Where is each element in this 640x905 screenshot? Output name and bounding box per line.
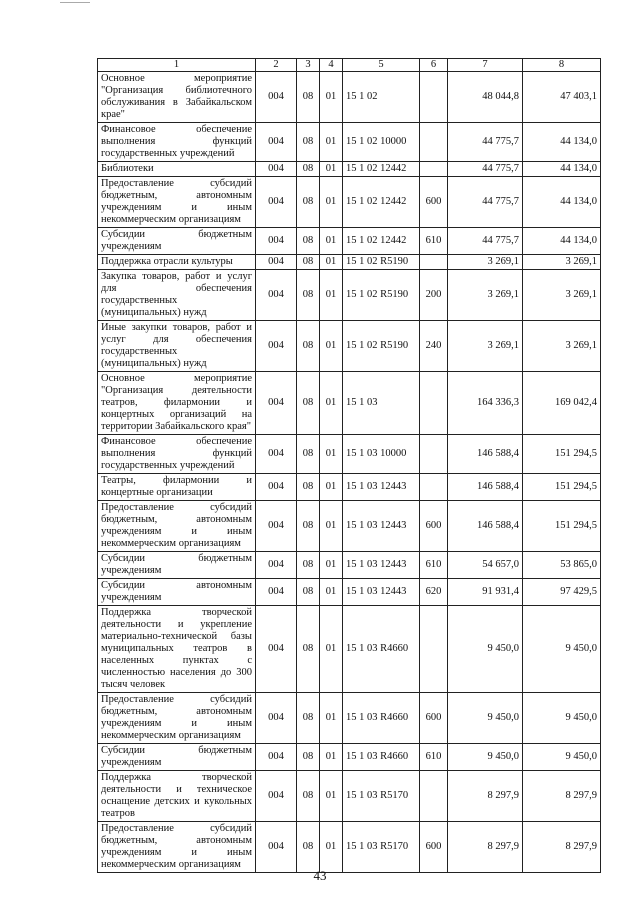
amount-year1-cell: 44 775,7 [448, 123, 523, 162]
amount-year2-cell: 151 294,5 [523, 435, 601, 474]
expense-type-cell: 600 [420, 177, 448, 228]
amount-year1-cell: 44 775,7 [448, 228, 523, 255]
section-code-cell: 08 [297, 693, 320, 744]
ministry-code-cell: 004 [256, 72, 297, 123]
ministry-code-cell: 004 [256, 228, 297, 255]
subsection-code-cell: 01 [320, 321, 343, 372]
target-article-cell: 15 1 03 [343, 372, 420, 435]
amount-year2-cell: 97 429,5 [523, 579, 601, 606]
ministry-code-cell: 004 [256, 255, 297, 270]
amount-year1-cell: 44 775,7 [448, 177, 523, 228]
subsection-code-cell: 01 [320, 123, 343, 162]
table-row [98, 771, 601, 822]
column-header: 8 [523, 59, 601, 72]
subsection-code-cell: 01 [320, 177, 343, 228]
row-name-cell: Финансовое обеспечение выполнения функций государственных учреждений [98, 435, 256, 474]
amount-year2-cell: 3 269,1 [523, 255, 601, 270]
subsection-code-cell: 01 [320, 270, 343, 321]
amount-year1-cell: 146 588,4 [448, 435, 523, 474]
expense-type-cell [420, 72, 448, 123]
column-header: 3 [297, 59, 320, 72]
subsection-code-cell: 01 [320, 693, 343, 744]
target-article-cell: 15 1 02 10000 [343, 123, 420, 162]
expense-type-cell: 200 [420, 270, 448, 321]
subsection-code-cell: 01 [320, 255, 343, 270]
expense-type-cell [420, 123, 448, 162]
table-row [98, 228, 601, 255]
table-row [98, 693, 601, 744]
expense-type-cell: 610 [420, 552, 448, 579]
subsection-code-cell: 01 [320, 552, 343, 579]
section-code-cell: 08 [297, 228, 320, 255]
table-row [98, 72, 601, 123]
amount-year2-cell: 44 134,0 [523, 177, 601, 228]
amount-year1-cell: 3 269,1 [448, 270, 523, 321]
row-name-cell: Предоставление субсидий бюджетным, автономным учреждениям и иным некоммерческим организациям [98, 501, 256, 552]
amount-year1-cell: 9 450,0 [448, 606, 523, 693]
section-code-cell: 08 [297, 606, 320, 693]
table-row [98, 321, 601, 372]
table-row [98, 177, 601, 228]
amount-year1-cell: 146 588,4 [448, 501, 523, 552]
amount-year2-cell: 8 297,9 [523, 771, 601, 822]
section-code-cell: 08 [297, 321, 320, 372]
row-name-cell: Предоставление субсидий бюджетным, автономным учреждениям и иным некоммерческим организациям [98, 693, 256, 744]
expense-type-cell [420, 771, 448, 822]
table-row [98, 372, 601, 435]
section-code-cell: 08 [297, 474, 320, 501]
row-name-cell: Субсидии автономным учреждениям [98, 579, 256, 606]
row-name-cell: Финансовое обеспечение выполнения функций государственных учреждений [98, 123, 256, 162]
amount-year2-cell: 44 134,0 [523, 162, 601, 177]
amount-year1-cell: 44 775,7 [448, 162, 523, 177]
table-row [98, 744, 601, 771]
row-name-cell: Предоставление субсидий бюджетным, автономным учреждениям и иным некоммерческим организациям [98, 822, 256, 873]
row-name-cell: Иные закупки товаров, работ и услуг для обеспечения государственных (муниципальных) нужд [98, 321, 256, 372]
ministry-code-cell: 004 [256, 162, 297, 177]
expense-type-cell [420, 606, 448, 693]
amount-year2-cell: 44 134,0 [523, 228, 601, 255]
section-code-cell: 08 [297, 435, 320, 474]
section-code-cell: 08 [297, 162, 320, 177]
table-row [98, 552, 601, 579]
row-name-cell: Поддержка отрасли культуры [98, 255, 256, 270]
target-article-cell: 15 1 02 12442 [343, 162, 420, 177]
table-row [98, 270, 601, 321]
amount-year1-cell: 54 657,0 [448, 552, 523, 579]
subsection-code-cell: 01 [320, 501, 343, 552]
row-name-cell: Театры, филармонии и концертные организации [98, 474, 256, 501]
column-header: 4 [320, 59, 343, 72]
expense-type-cell [420, 435, 448, 474]
page-number: 43 [313, 868, 327, 883]
section-code-cell: 08 [297, 270, 320, 321]
ministry-code-cell: 004 [256, 501, 297, 552]
row-name-cell: Основное мероприятие "Организация деятельности театров, филармонии и концертных организаций на территории Забайкальского края" [98, 372, 256, 435]
target-article-cell: 15 1 03 R4660 [343, 693, 420, 744]
row-name-cell: Поддержка творческой деятельности и техническое оснащение детских и кукольных театров [98, 771, 256, 822]
target-article-cell: 15 1 03 12443 [343, 579, 420, 606]
expense-type-cell: 600 [420, 501, 448, 552]
ministry-code-cell: 004 [256, 744, 297, 771]
ministry-code-cell: 004 [256, 822, 297, 873]
ministry-code-cell: 004 [256, 321, 297, 372]
amount-year2-cell: 8 297,9 [523, 822, 601, 873]
column-header: 2 [256, 59, 297, 72]
table-row [98, 123, 601, 162]
target-article-cell: 15 1 02 [343, 72, 420, 123]
row-name-cell: Субсидии бюджетным учреждениям [98, 744, 256, 771]
amount-year1-cell: 3 269,1 [448, 255, 523, 270]
expense-type-cell: 240 [420, 321, 448, 372]
column-header: 7 [448, 59, 523, 72]
budget-table [97, 58, 601, 873]
table-row [98, 579, 601, 606]
ministry-code-cell: 004 [256, 579, 297, 606]
amount-year2-cell: 151 294,5 [523, 501, 601, 552]
table-row [98, 822, 601, 873]
row-name-cell: Предоставление субсидий бюджетным, автономным учреждениям и иным некоммерческим организациям [98, 177, 256, 228]
section-code-cell: 08 [297, 771, 320, 822]
row-name-cell: Субсидии бюджетным учреждениям [98, 228, 256, 255]
ministry-code-cell: 004 [256, 771, 297, 822]
section-code-cell: 08 [297, 579, 320, 606]
ministry-code-cell: 004 [256, 435, 297, 474]
expense-type-cell [420, 372, 448, 435]
subsection-code-cell: 01 [320, 372, 343, 435]
amount-year1-cell: 164 336,3 [448, 372, 523, 435]
section-code-cell: 08 [297, 255, 320, 270]
section-code-cell: 08 [297, 744, 320, 771]
section-code-cell: 08 [297, 123, 320, 162]
amount-year1-cell: 8 297,9 [448, 822, 523, 873]
subsection-code-cell: 01 [320, 228, 343, 255]
table-row [98, 501, 601, 552]
target-article-cell: 15 1 03 12443 [343, 501, 420, 552]
expense-type-cell: 600 [420, 693, 448, 744]
scan-edge-line [60, 2, 90, 3]
row-name-cell: Поддержка творческой деятельности и укрепление материально-технической базы муниципальных театров в населенных пунктах с численностью населения до 300 тысяч человек [98, 606, 256, 693]
amount-year2-cell: 169 042,4 [523, 372, 601, 435]
ministry-code-cell: 004 [256, 606, 297, 693]
ministry-code-cell: 004 [256, 177, 297, 228]
expense-type-cell [420, 474, 448, 501]
amount-year2-cell: 44 134,0 [523, 123, 601, 162]
table-row [98, 474, 601, 501]
amount-year2-cell: 53 865,0 [523, 552, 601, 579]
amount-year1-cell: 9 450,0 [448, 693, 523, 744]
target-article-cell: 15 1 03 R5170 [343, 822, 420, 873]
section-code-cell: 08 [297, 552, 320, 579]
column-header: 5 [343, 59, 420, 72]
target-article-cell: 15 1 03 10000 [343, 435, 420, 474]
expense-type-cell [420, 255, 448, 270]
column-header: 6 [420, 59, 448, 72]
target-article-cell: 15 1 03 R4660 [343, 744, 420, 771]
table-row [98, 255, 601, 270]
subsection-code-cell: 01 [320, 606, 343, 693]
target-article-cell: 15 1 02 R5190 [343, 321, 420, 372]
amount-year2-cell: 47 403,1 [523, 72, 601, 123]
subsection-code-cell: 01 [320, 435, 343, 474]
amount-year2-cell: 3 269,1 [523, 321, 601, 372]
ministry-code-cell: 004 [256, 372, 297, 435]
amount-year1-cell: 3 269,1 [448, 321, 523, 372]
section-code-cell: 08 [297, 501, 320, 552]
expense-type-cell: 600 [420, 822, 448, 873]
subsection-code-cell: 01 [320, 822, 343, 873]
subsection-code-cell: 01 [320, 162, 343, 177]
row-name-cell: Библиотеки [98, 162, 256, 177]
amount-year2-cell: 9 450,0 [523, 693, 601, 744]
section-code-cell: 08 [297, 72, 320, 123]
column-header: 1 [98, 59, 256, 72]
target-article-cell: 15 1 03 R5170 [343, 771, 420, 822]
section-code-cell: 08 [297, 822, 320, 873]
table-row [98, 162, 601, 177]
row-name-cell: Закупка товаров, работ и услуг для обеспечения государственных (муниципальных) нужд [98, 270, 256, 321]
subsection-code-cell: 01 [320, 72, 343, 123]
subsection-code-cell: 01 [320, 744, 343, 771]
amount-year2-cell: 3 269,1 [523, 270, 601, 321]
amount-year2-cell: 9 450,0 [523, 744, 601, 771]
target-article-cell: 15 1 03 12443 [343, 474, 420, 501]
amount-year1-cell: 91 931,4 [448, 579, 523, 606]
amount-year1-cell: 8 297,9 [448, 771, 523, 822]
amount-year1-cell: 48 044,8 [448, 72, 523, 123]
target-article-cell: 15 1 03 12443 [343, 552, 420, 579]
target-article-cell: 15 1 02 12442 [343, 228, 420, 255]
ministry-code-cell: 004 [256, 693, 297, 744]
target-article-cell: 15 1 03 R4660 [343, 606, 420, 693]
subsection-code-cell: 01 [320, 579, 343, 606]
expense-type-cell [420, 162, 448, 177]
ministry-code-cell: 004 [256, 474, 297, 501]
row-name-cell: Субсидии бюджетным учреждениям [98, 552, 256, 579]
table-row [98, 606, 601, 693]
table-row [98, 435, 601, 474]
target-article-cell: 15 1 02 R5190 [343, 270, 420, 321]
table-header-row [98, 59, 601, 72]
target-article-cell: 15 1 02 12442 [343, 177, 420, 228]
amount-year2-cell: 151 294,5 [523, 474, 601, 501]
subsection-code-cell: 01 [320, 474, 343, 501]
ministry-code-cell: 004 [256, 552, 297, 579]
row-name-cell: Основное мероприятие "Организация библиотечного обслуживания в Забайкальском крае" [98, 72, 256, 123]
expense-type-cell: 620 [420, 579, 448, 606]
amount-year1-cell: 9 450,0 [448, 744, 523, 771]
expense-type-cell: 610 [420, 744, 448, 771]
section-code-cell: 08 [297, 372, 320, 435]
ministry-code-cell: 004 [256, 123, 297, 162]
target-article-cell: 15 1 02 R5190 [343, 255, 420, 270]
subsection-code-cell: 01 [320, 771, 343, 822]
section-code-cell: 08 [297, 177, 320, 228]
ministry-code-cell: 004 [256, 270, 297, 321]
amount-year2-cell: 9 450,0 [523, 606, 601, 693]
amount-year1-cell: 146 588,4 [448, 474, 523, 501]
expense-type-cell: 610 [420, 228, 448, 255]
